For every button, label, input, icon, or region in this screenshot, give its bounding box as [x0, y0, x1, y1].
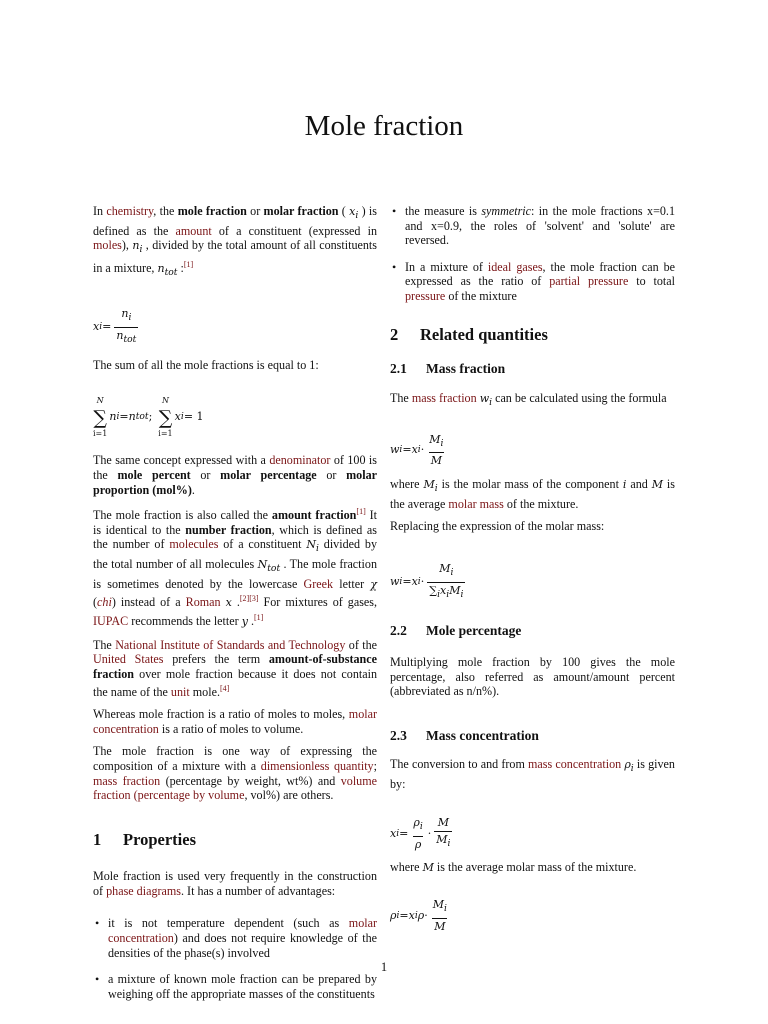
link-greek[interactable]: Greek	[303, 576, 334, 591]
ref-link[interactable]: [1]	[356, 507, 366, 517]
link-partial-pressure[interactable]: partial pressure	[549, 274, 629, 289]
sum-text: The sum of all the mole fractions is equal to 1:	[93, 357, 319, 372]
formula-mass-concentration: x i = $\frac{\rho_i}{\rho}$ · $\frac{M}{M_i}$	[390, 815, 451, 851]
link-moles[interactable]: moles	[93, 238, 122, 253]
link-mass-concentration[interactable]: mass concentration	[528, 757, 622, 772]
formula-mass-fraction: w i = x i · $\frac{M_i}{M}$	[390, 432, 444, 468]
molar-mass-paragraph: where $M_i$ is the molar mass of the component i and M is the average molar mass of the mixture.	[390, 476, 675, 511]
list-item: • the measure is symmetric: in the mole fractions x=0.1 and x=0.9, the roles of 'solvent' and 'solute' are reversed.	[392, 204, 676, 248]
properties-paragraph: Mole fraction is used very frequently in the construction of phase diagrams. It has a number of advantages:	[93, 869, 377, 898]
math-xi: $x_i$	[349, 205, 359, 222]
ref-link[interactable]: [1]	[253, 613, 264, 623]
nist-paragraph: The National Institute of Standards and Technology of the United States prefers the term amount-of-substance fraction over mole fraction because it does not contain the name of the unit mole.[4]	[93, 637, 378, 699]
bullet-icon: •	[392, 259, 397, 274]
left-column	[93, 204, 377, 1013]
conversion-paragraph: The conversion to and from mass concentration $\rho_i$ is given by:	[390, 757, 675, 792]
bullet-icon: •	[392, 204, 397, 218]
link-molar-mass[interactable]: molar mass	[448, 496, 504, 511]
math-ntot: $n_{tot}$	[157, 262, 178, 279]
link-mass-fraction[interactable]: mass fraction	[93, 773, 161, 788]
bullet-icon: •	[95, 916, 100, 931]
link-amount[interactable]: amount	[175, 223, 212, 238]
term-mole-fraction: mole fraction	[177, 204, 247, 218]
link-dimensionless-quantity[interactable]: dimensionless quantity	[260, 758, 374, 773]
bullet-icon: •	[95, 972, 100, 987]
average-molar-mass-paragraph: where M is the average molar mass of the mixture.	[390, 860, 637, 875]
mole-percent-paragraph: The same concept expressed with a denominator of 100 is the mole percent or molar percentage or molar proportion (mol%).	[93, 453, 377, 497]
list-item: • it is not temperature dependent (such as molar concentration) and does not require knowledge of the densities of the phase(s) involved	[95, 916, 377, 960]
link-roman[interactable]: Roman	[185, 595, 221, 610]
formula-sum: N ∑ i=1 n i = n tot ; N ∑ i=1 x i = 1	[93, 396, 204, 438]
section-heading-related-quantities: 2 Related quantities	[390, 324, 548, 344]
link-iupac[interactable]: IUPAC	[93, 614, 129, 629]
link-nist[interactable]: National Institute of Standards and Technology	[115, 637, 346, 652]
link-molecules[interactable]: molecules	[169, 537, 219, 552]
formula-density: ρ i = x i ρ · $\frac{M_i}{M}$	[390, 897, 447, 933]
formula-mass-fraction-expanded: w i = x i · $\frac{M_i}{\sum_ix_iM_i}$	[390, 562, 675, 603]
subsection-heading-mass-fraction: 2.1 Mass fraction	[390, 361, 506, 377]
list-item: • In a mixture of ideal gases, the mole fraction can be expressed as the ratio of partial pressure to total pressure of the mixture	[392, 259, 675, 303]
right-column	[390, 204, 675, 934]
ref-link[interactable]: [2][3]	[239, 594, 259, 604]
link-united-states[interactable]: United States	[93, 652, 164, 667]
link-denominator[interactable]: denominator	[269, 453, 331, 468]
page-title: Mole fraction	[304, 110, 464, 142]
link-unit[interactable]: unit	[170, 684, 190, 699]
link-ideal-gases[interactable]: ideal gases	[487, 259, 543, 274]
list-item: • a mixture of known mole fraction can be prepared by weighing off the appropriate masses of the constituents	[95, 972, 377, 1001]
link-molar-concentration[interactable]: molar concentration	[108, 916, 377, 946]
advantages-list	[93, 916, 377, 1001]
mole-percentage-paragraph: Multiplying mole fraction by 100 gives the mole percentage, also referred as amount/amount percent (abbreviated as n/n%).	[390, 655, 675, 699]
intro-paragraph: In chemistry, the mole fraction or molar fraction ( $x_i$ ) is defined as the amount of a constituent (expressed in moles), $n_i$ , divided by the total amount of all constituents in a mixture, $n_{tot}$ :[1]	[93, 204, 378, 279]
section-heading-properties: 1 Properties	[93, 829, 197, 849]
formula-mole-fraction: x i = $\frac{n_i}{n_{tot}}$	[93, 307, 377, 348]
link-mass-fraction[interactable]: mass fraction	[411, 390, 477, 405]
subsection-heading-mole-percentage: 2.2 Mole percentage	[390, 623, 522, 639]
link-molar-concentration[interactable]: molar concentration	[93, 707, 377, 736]
math-ni: $n_i$	[132, 239, 143, 256]
advantages-list-continued	[390, 204, 675, 304]
subsection-heading-mass-concentration: 2.3 Mass concentration	[390, 727, 539, 743]
link-chi[interactable]: chi	[97, 595, 112, 610]
amount-fraction-paragraph: The mole fraction is also called the amount fraction[1] It is identical to the number fraction, which is defined as the number of molecules of a constituent $N_i$ divided by the total number of all molecules $N_{tot}$ . The mole fraction is sometimes denoted by the lowercase Greek letter χ (chi) instead of a Roman x .[2][3] For mixtures of gases, IUPAC recommends the letter y .[1]	[93, 507, 378, 629]
term-molar-fraction: molar fraction	[263, 204, 339, 218]
whereas-paragraph: Whereas mole fraction is a ratio of moles to moles, molar concentration is a ratio of moles to volume.	[93, 707, 377, 736]
ref-link[interactable]: [1]	[183, 260, 194, 270]
one-way-paragraph: The mole fraction is one way of expressing the composition of a mixture with a dimensionless quantity; mass fraction (percentage by weight, wt%) and volume fraction (percentage by volume, vol%) are others.	[93, 744, 377, 803]
link-chemistry[interactable]: chemistry	[106, 204, 154, 218]
page-number: 1	[380, 960, 388, 974]
ref-link[interactable]: [4]	[219, 683, 230, 693]
link-phase-diagrams[interactable]: phase diagrams	[106, 883, 181, 898]
mass-fraction-paragraph: The mass fraction $w_i$ can be calculated using the formula	[390, 390, 667, 408]
replacing-paragraph: Replacing the expression of the molar mass:	[390, 519, 605, 534]
link-pressure[interactable]: pressure	[405, 288, 446, 303]
link-volume-fraction[interactable]: volume fraction (percentage by volume	[93, 773, 377, 803]
